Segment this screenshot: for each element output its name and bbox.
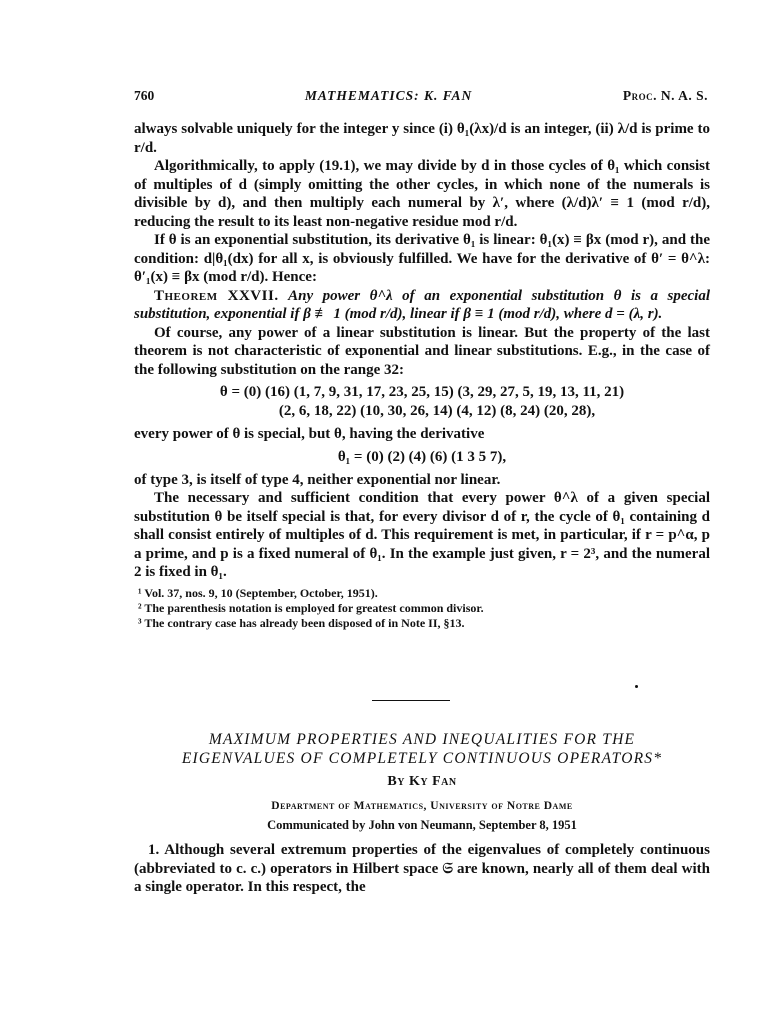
footnote: ² The parenthesis notation is employed for greatest common divisor. — [138, 600, 484, 615]
theorem-label: Theorem XXVII. — [154, 287, 279, 304]
article-title — [134, 730, 710, 768]
theorem-statement: Any power θ^λ of an exponential substitution θ is a special substitution, exponential if β ≢ 1 (mod r/d), linear if β ≡ 1 (mod r/d), where d = (λ, r). — [134, 287, 711, 322]
author-byline: By Ky Fan — [387, 774, 457, 789]
running-title: MATHEMATICS: K. FAN — [304, 88, 473, 103]
footnote: ³ The contrary case has already been disposed of in Note II, §13. — [138, 615, 465, 630]
equation-line: (2, 6, 18, 22) (10, 30, 26, 14) (4, 12) (8, 24) (20, 28), — [278, 403, 596, 419]
communicated-line: Communicated by John von Neumann, September 8, 1951 — [267, 818, 577, 832]
paragraph: always solvable uniquely for the integer y since (i) θ₁(λx)/d is an integer, (ii) λ/d is prime to r/d. — [134, 121, 710, 156]
article-title-line: MAXIMUM PROPERTIES AND INEQUALITIES FOR THE — [208, 731, 636, 748]
paragraph: Of course, any power of a linear substitution is linear. But the property of the last theorem is not characteristic of exponential and linear substitutions. E.g., in the case of the following substitution on the range 32: — [134, 324, 710, 378]
footnotes — [134, 586, 710, 631]
paragraph: every power of θ is special, but θ, having the derivative — [134, 426, 485, 442]
equation-line: θ = (0) (16) (1, 7, 9, 31, 17, 23, 25, 15) (3, 29, 27, 5, 19, 13, 11, 21) — [219, 384, 625, 400]
body-text — [134, 120, 710, 631]
article-title-line: EIGENVALUES OF COMPLETELY CONTINUOUS OPERATORS* — [181, 750, 663, 767]
paragraph: The necessary and sufficient condition that every power θ^λ of a given special substitution θ be itself special is that, for every divisor d of r, the cycle of θ₁ containing d shall consist entirely of multiples of d. This requirement is met, in particular, if r = p^α, p a prime, and p is a fixed numeral of θ₁. In the example just given, r = 2³, and the numeral 2 is fixed in θ₁. — [134, 490, 710, 580]
journal-name: Proc. N. A. S. — [622, 88, 708, 103]
footnote: ¹ Vol. 37, nos. 9, 10 (September, October, 1951). — [138, 585, 378, 600]
paragraph: Algorithmically, to apply (19.1), we may divide by d in those cycles of θ₁ which consist of multiples of d (simply omitting the other cycles, in which none of the numerals is divisible by d), and then multiply each numeral by λ′, where (λ/d)λ′ ≡ 1 (mod r/d), reducing the result to its least non-negative residue mod r/d. — [134, 158, 710, 230]
stray-mark — [635, 685, 638, 688]
affiliation: Department of Mathematics, University of Notre Dame — [271, 800, 573, 812]
section-divider — [372, 700, 450, 701]
section-number: 1. — [148, 842, 160, 858]
paragraph: of type 3, is itself of type 4, neither exponential nor linear. — [134, 471, 501, 488]
display-equation — [134, 383, 710, 421]
page-header — [134, 88, 708, 104]
display-equation — [134, 448, 710, 467]
equation-line: θ₁ = (0) (2) (4) (6) (1 3 5 7), — [337, 448, 507, 465]
new-article — [134, 730, 710, 912]
intro-paragraph — [134, 841, 710, 897]
intro-text: Although several extremum properties of the eigenvalues of completely continuous (abbreviated to c. c.) operators in Hilbert space 𝔖 are known, nearly all of them deal with a single operator. In this respect, the — [134, 842, 710, 895]
page-number: 760 — [134, 88, 155, 103]
theorem — [134, 287, 710, 324]
paragraph: If θ is an exponential substitution, its derivative θ₁ is linear: θ₁(x) ≡ βx (mod r), and the condition: d|θ₁(dx) for all x, is obviously fulfilled. We have for the derivative of θ′ = θ^λ: θ′₁(x) ≡ βx (mod r/d). Hence: — [134, 232, 710, 285]
